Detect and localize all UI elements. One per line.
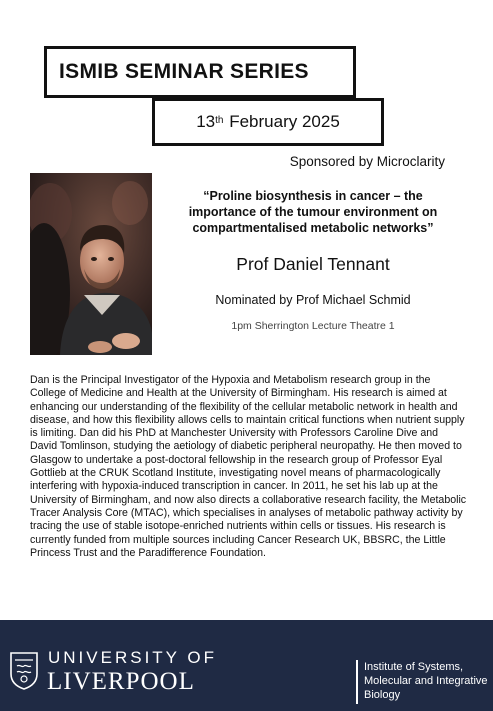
speaker-photo [30,173,152,355]
sponsor-text: Sponsored by Microclarity [289,154,445,169]
university-name-bottom: LIVERPOOL [47,668,195,695]
series-title: ISMIB SEMINAR SERIES [59,60,309,83]
date-suffix: th [215,114,224,126]
institute-name: Institute of Systems, Molecular and Integrative Biology [364,661,488,701]
footer-banner [0,620,493,711]
date-month-year: February 2025 [229,112,340,131]
venue-time: 1pm Sherrington Lecture Theatre 1 [231,320,395,332]
nominated-by: Nominated by Prof Michael Schmid [215,293,411,307]
series-title-box [44,46,356,98]
footer-divider [356,660,358,704]
date-box [152,98,384,146]
university-name-top: UNIVERSITY OF [48,648,218,667]
speaker-bio: Dan is the Principal Investigator of the Hypoxia and Metabolism research group in the College of Medicine and Health at the University of Birmingham. His research is aimed at enhancing our understanding of the flexibility of the cellular metabolic network in health and disease, and how this flexibility allows cells to maintain critical functions when nutrient supply is limiting. Dan did his PhD at Manchester University with Professors Caroline Dive and David Tomlinson, studying the aetiology of diabetic peripheral neuropathy. He then moved to Glasgow to undertake a post-doctoral fellowship in the research group of Professor Eyal Gottlieb at the CRUK Scotland Institute, investigating novel means of pharmacologically interfering with hypoxia-induced transcription in cancer. In 2011, he set his lab up at the University of Birmingham, and now also directs a collaborative research facility, the Metabolic Tracer Analysis Core (MTAC), which specialises in analyses of metabolic pathway activity by tracing the use of stable isotope-enriched nutrients within cells or tissues. His research is currently funded from multiple sources including Cancer Research UK, BBSRC, the Little Princess Trust and the Paradifference Foundation. [30,374,467,559]
speaker-name: Prof Daniel Tennant [236,254,390,274]
date-day: 13 [196,112,216,131]
university-crest-icon [10,652,38,690]
talk-title: “Proline biosynthesis in cancer – the importance of the tumour environment on compartmentalised metabolic networks” [188,189,438,235]
speaker-photo-illustration [30,173,152,355]
